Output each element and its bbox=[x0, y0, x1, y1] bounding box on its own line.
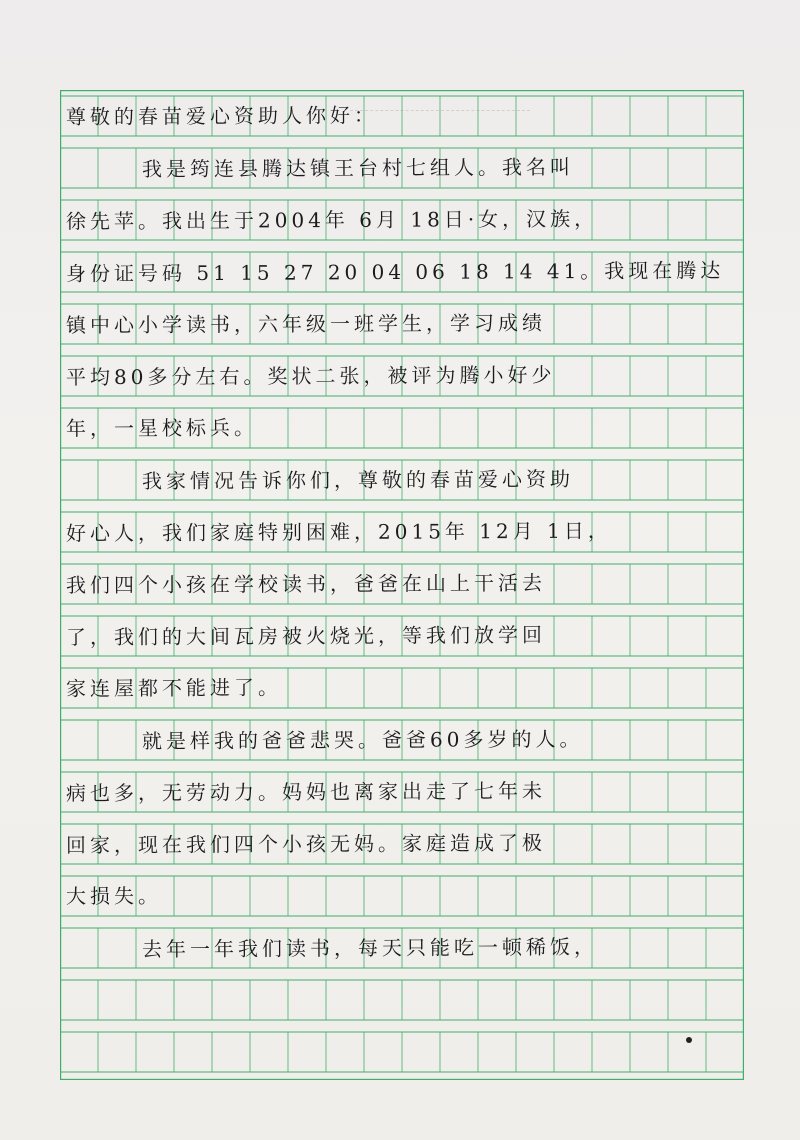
letter-line bbox=[60, 824, 750, 864]
letter-line bbox=[60, 408, 750, 448]
letter-line bbox=[60, 304, 750, 344]
letter-line-text: 了，我们的大间瓦房被火烧光，等我们放学回 bbox=[65, 622, 547, 650]
letter-line bbox=[60, 1032, 750, 1072]
letter-line bbox=[60, 512, 750, 552]
letter-line bbox=[60, 616, 750, 656]
letter-line bbox=[60, 720, 800, 760]
letter-line-text: 去年一年我们读书，每天只能吃一顿稀饭， bbox=[141, 934, 599, 962]
letter-line-text: 镇中心小学读书，六年级一班学生，学习成绩 bbox=[65, 310, 547, 338]
letter-line-text: 我家情况告诉你们，尊敬的春苗爱心资助 bbox=[141, 466, 575, 494]
letter-line-text: 大损失。 bbox=[65, 883, 163, 909]
letter-line bbox=[60, 252, 750, 292]
letter-line bbox=[60, 148, 800, 188]
letter-line-text: 我们四个小孩在学校读书，爸爸在山上干活去 bbox=[65, 570, 547, 598]
letter-line bbox=[60, 564, 750, 604]
letter-line-text: 我是筠连县腾达镇王台村七组人。我名叫 bbox=[141, 154, 575, 182]
letter-line-text: 年，一星校标兵。 bbox=[65, 415, 259, 441]
letter-line-text: 平均80多分左右。奖状二张，被评为腾小好少 bbox=[65, 362, 556, 390]
letter-line-text: 病也多，无劳动力。妈妈也离家出走了七年未 bbox=[65, 778, 547, 806]
letter-line-text: 尊敬的春苗爱心资助人你好： bbox=[65, 103, 379, 129]
letter-line-text: 身份证号码 51 15 27 20 04 06 18 14 41。我现在腾达 bbox=[65, 258, 725, 286]
letter-line bbox=[60, 876, 750, 916]
letter-line-text: 徐先苹。我出生于2004年 6月 18日·女，汉族， bbox=[65, 206, 599, 234]
letter-line bbox=[60, 772, 750, 812]
letter-line bbox=[60, 668, 750, 708]
ink-dot bbox=[686, 1037, 692, 1043]
letter-line bbox=[60, 356, 750, 396]
letter-line bbox=[60, 980, 750, 1020]
grid-paper bbox=[60, 90, 744, 1080]
letter-line bbox=[60, 928, 800, 968]
letter-line-text: 家连屋都不能进了。 bbox=[65, 675, 283, 701]
letter-line-text: 好心人，我们家庭特别困难，2015年 12月 1日， bbox=[65, 518, 612, 546]
letter-line-text: 就是样我的爸爸悲哭。爸爸60多岁的人。 bbox=[141, 726, 584, 754]
letter-line bbox=[60, 460, 800, 500]
letter-line-text: 回家，现在我们四个小孩无妈。家庭造成了极 bbox=[65, 830, 547, 858]
letter-line bbox=[60, 200, 750, 240]
letter-line bbox=[60, 96, 750, 136]
